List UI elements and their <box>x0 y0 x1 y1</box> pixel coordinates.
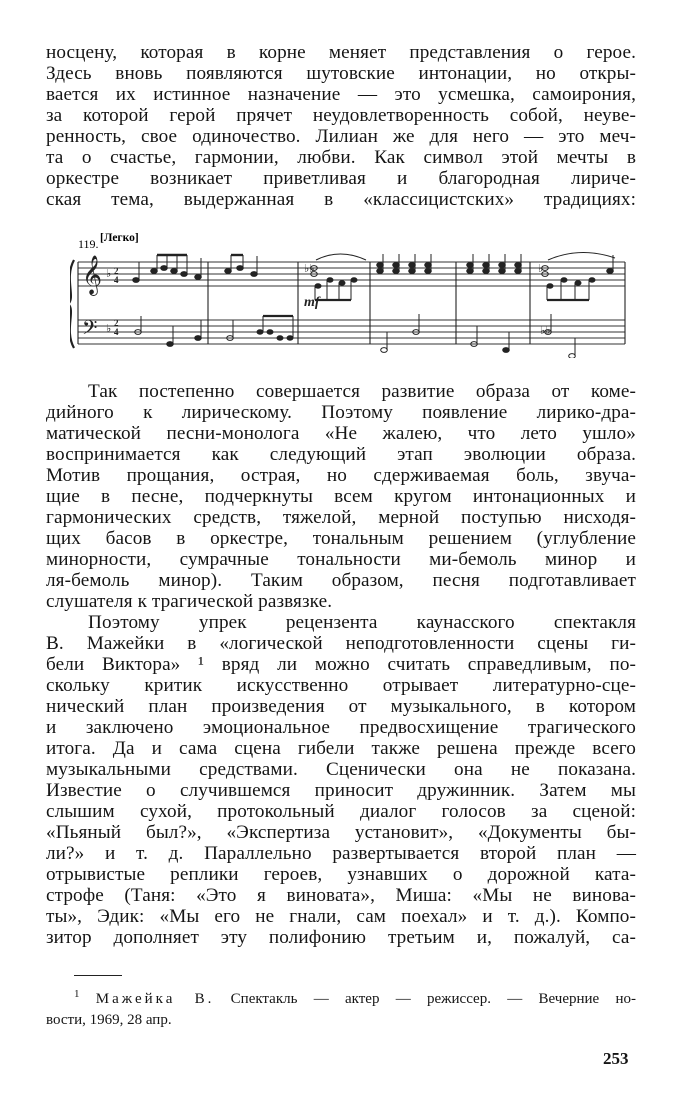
text-line: за которой герой прячет неудовлетворенность собой, неуве- <box>46 105 636 126</box>
footnote-line: вости, 1969, 28 апр. <box>46 1012 172 1028</box>
text-line: Поэтому упрек рецензента каунасского спектакля <box>88 612 636 633</box>
svg-text:♭♭: ♭♭ <box>304 263 315 275</box>
text-line: матической песни-монолога «Не жалею, что лето ушло» <box>46 423 636 444</box>
text-line: зитор дополняет эту полифонию третьим и, пожалуй, са- <box>46 927 636 948</box>
text-line: щие в песне, подчеркнуты всем кругом интонационных и <box>46 486 636 507</box>
text-line: ренность, свое одиночество. Лилиан же для него — это меч- <box>46 126 636 147</box>
text-line: нический план произведения от музыкального, в котором <box>46 696 636 717</box>
footnote-title: Спектакль — актер — режиссер. — Вечерние но- <box>230 991 637 1007</box>
footnote-line <box>74 989 636 1010</box>
text-line: итога. Да и сама сцена гибели также решена прежде всего <box>46 738 636 759</box>
text-line: воспринимается как следующий этап эволюции образа. <box>46 444 636 465</box>
text-line: строфе (Таня: «Это я виновата», Миша: «Мы не винова- <box>46 885 636 906</box>
page-number: 253 <box>603 1049 629 1068</box>
text-line: «Пьяный был?», «Экспертиза установит», «Документы бы- <box>46 822 636 843</box>
footnote-rule <box>74 975 122 976</box>
text-line: щих басов в оркестре, тональным решением (углубление <box>46 528 636 549</box>
text-line: Так постепенно совершается развитие образа от коме- <box>88 381 636 402</box>
text-line: минорности, сумрачные тональности ми-бемоль минор и <box>46 549 636 570</box>
text-line: ля-бемоль минор). Таким образом, песня подготавливает <box>46 570 636 591</box>
text-line: оркестре возникает приветливая и благородная лириче- <box>46 168 636 189</box>
text-line: дийного к лирическому. Поэтому появление лирико-дра- <box>46 402 636 423</box>
svg-text:♭: ♭ <box>538 263 544 275</box>
text-line: слышим сухой, протокольный диалог голосов за сценой: <box>46 801 636 822</box>
text-line: и заключено эмоциональное предвосхищение трагического <box>46 717 636 738</box>
example-number: 119. <box>78 237 99 251</box>
svg-text:𝄞: 𝄞 <box>82 255 103 295</box>
text-line: музыкальными средствами. Сценически она не показана. <box>46 759 636 780</box>
text-line: ли?» и т. д. Параллельно развертывается второй план — <box>46 843 636 864</box>
text-line: ская тема, выдержанная в «классицистских» традициях: <box>46 189 636 210</box>
svg-text:♭♭: ♭♭ <box>540 325 551 337</box>
svg-text:𝄢: 𝄢 <box>82 316 98 344</box>
svg-text:4: 4 <box>114 327 119 337</box>
text-line: скольку критик искусственно отрывает литературно-сце- <box>46 675 636 696</box>
text-line: ты», Эдик: «Мы его не гнали, сам поехал» и т. д.). Компо- <box>46 906 636 927</box>
text-line: Известие о случившемся приносит дружинник. Затем мы <box>46 780 636 801</box>
svg-text:2: 2 <box>114 318 119 328</box>
text-line: та о счастье, гармонии, любви. Как символ этой мечты в <box>46 147 636 168</box>
svg-text:2: 2 <box>114 266 119 276</box>
svg-text:♭: ♭ <box>106 268 112 280</box>
text-line: отрывистые реплики героев, узнавших о дорожной ката- <box>46 864 636 885</box>
text-line: гармонических средств, тяжелой, мерной поступью нисходя- <box>46 507 636 528</box>
text-line: слушателя к трагической развязке. <box>46 591 333 612</box>
dynamic-marking: mf <box>304 295 320 310</box>
tempo-marking: [Легко] <box>100 232 139 244</box>
text-line: Здесь вновь появляются шутовские интонации, но откры- <box>46 63 636 84</box>
footnote-author: Мажейка В. <box>95 991 215 1007</box>
text-line: бели Виктора» ¹ вряд ли можно считать справедливым, по- <box>46 654 636 675</box>
svg-text:4: 4 <box>114 275 119 285</box>
music-example <box>70 228 630 358</box>
text-line: В. Мажейки в «логической неподготовленности сцены ги- <box>46 633 636 654</box>
text-line: носцену, которая в корне меняет представления о герое. <box>46 42 636 63</box>
music-score <box>70 228 630 358</box>
svg-text:♭: ♭ <box>106 323 112 335</box>
text-line: Мотив прощания, острая, но сдерживаемая боль, звуча- <box>46 465 636 486</box>
text-line: вается их истинное назначение — это усмешка, самоирония, <box>46 84 636 105</box>
footnote-mark: 1 <box>74 988 80 1000</box>
